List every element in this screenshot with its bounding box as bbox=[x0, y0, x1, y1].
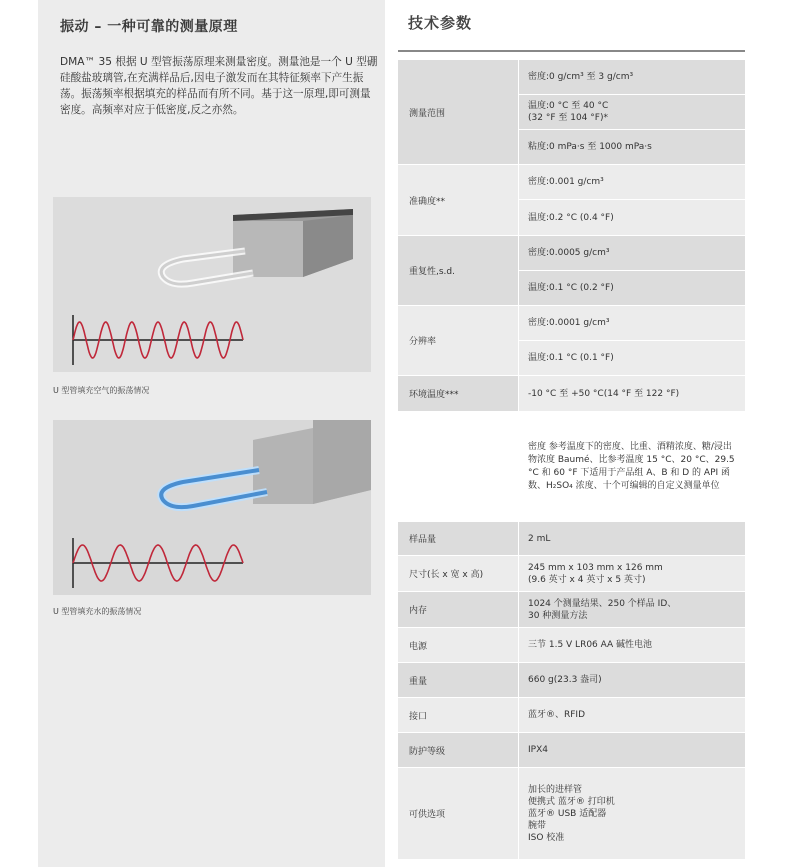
spec-label: 环境温度*** bbox=[398, 376, 518, 412]
spec-label: 接口 bbox=[398, 698, 518, 733]
spec-row-interface bbox=[398, 698, 745, 733]
spec-title: 技术参数 bbox=[408, 14, 473, 32]
spec-value: 密度:0.001 g/cm³ bbox=[519, 165, 745, 200]
spec-label: 防护等级 bbox=[398, 733, 518, 768]
spec-label: 电源 bbox=[398, 628, 518, 663]
spec-label: 内存 bbox=[398, 592, 518, 628]
spec-value: 加长的进样管 便携式 蓝牙® 打印机 蓝牙® USB 适配器 腕带 ISO 校准 bbox=[519, 768, 745, 860]
spec-value: 1024 个测量结果、250 个样品 ID、 30 种测量方法 bbox=[519, 592, 745, 628]
spec-value: 密度:0.0001 g/cm³ bbox=[519, 306, 745, 341]
spec-value: 三节 1.5 V LR06 AA 碱性电池 bbox=[519, 628, 745, 663]
spec-value: 2 mL bbox=[519, 522, 745, 556]
cell-block-side bbox=[313, 420, 371, 504]
title-divider bbox=[398, 50, 745, 52]
u-tube-air-illustration bbox=[53, 197, 371, 372]
spec-value: 密度:0 g/cm³ 至 3 g/cm³ bbox=[519, 60, 745, 95]
spec-label: 重量 bbox=[398, 663, 518, 698]
spec-value: -10 °C 至 +50 °C(14 °F 至 122 °F) bbox=[519, 376, 745, 412]
spec-row-weight bbox=[398, 663, 745, 698]
spec-row-resolution bbox=[398, 306, 745, 376]
spec-value: 温度:0.2 °C (0.4 °F) bbox=[519, 200, 745, 236]
spec-label bbox=[398, 412, 518, 522]
spec-row-memory bbox=[398, 592, 745, 628]
spec-value: 245 mm x 103 mm x 126 mm (9.6 英寸 x 4 英寸 x 5 英寸) bbox=[519, 556, 745, 592]
spec-row-options bbox=[398, 768, 745, 860]
u-tube-water-illustration bbox=[53, 420, 371, 595]
spec-label: 样品量 bbox=[398, 522, 518, 556]
water-caption: U 型管填充水的振荡情况 bbox=[53, 607, 142, 616]
spec-value: IPX4 bbox=[519, 733, 745, 768]
spec-value: 660 g(23.3 盎司) bbox=[519, 663, 745, 698]
spec-value: 温度:0.1 °C (0.1 °F) bbox=[519, 341, 745, 376]
cell-block-side bbox=[303, 215, 353, 277]
spec-row-accuracy bbox=[398, 165, 745, 236]
intro-paragraph: DMA™ 35 根据 U 型管振荡原理来测量密度。测量池是一个 U 型硼硅酸盐玻璃管,在充满样品后,因电子激发而在其特征频率下产生振荡。振荡频率根据填充的样品而有所不同。基于这一原理,即可测量密度。高频率对应于低密度,反之亦然。 bbox=[60, 56, 378, 116]
spec-value: 粘度:0 mPa·s 至 1000 mPa·s bbox=[519, 130, 745, 165]
spec-row-units bbox=[398, 412, 745, 522]
spec-row-ambient bbox=[398, 376, 745, 412]
spec-row-power bbox=[398, 628, 745, 663]
spec-table bbox=[398, 60, 745, 860]
spec-value: 蓝牙®、RFID bbox=[519, 698, 745, 733]
spec-label: 测量范围 bbox=[398, 60, 518, 165]
spec-value: 密度 参考温度下的密度、比重、酒精浓度、糖/浸出物浓度 Baumé、比参考温度 15 °C、20 °C、29.5 °C 和 60 °F 下适用于产品组 A、B 和 D 的 API 函数、H₂SO₄ 浓度、十个可编辑的自定义测量单位 bbox=[519, 412, 745, 522]
spec-label: 重复性,s.d. bbox=[398, 236, 518, 306]
spec-row-protection bbox=[398, 733, 745, 768]
spec-value: 温度:0.1 °C (0.2 °F) bbox=[519, 271, 745, 306]
spec-row-range bbox=[398, 60, 745, 165]
section-title: 振动 – 一种可靠的测量原理 bbox=[60, 19, 238, 35]
spec-row-repeatability bbox=[398, 236, 745, 306]
air-caption: U 型管填充空气的振荡情况 bbox=[53, 386, 150, 395]
spec-label: 准确度** bbox=[398, 165, 518, 236]
spec-label: 可供选项 bbox=[398, 768, 518, 860]
spec-value: 密度:0.0005 g/cm³ bbox=[519, 236, 745, 271]
spec-label: 分辨率 bbox=[398, 306, 518, 376]
spec-row-dimensions bbox=[398, 556, 745, 592]
spec-row-sample bbox=[398, 522, 745, 556]
spec-value: 温度:0 °C 至 40 °C (32 °F 至 104 °F)* bbox=[519, 95, 745, 130]
spec-label: 尺寸(长 x 宽 x 高) bbox=[398, 556, 518, 592]
air-figure bbox=[53, 197, 371, 372]
water-figure bbox=[53, 420, 371, 595]
